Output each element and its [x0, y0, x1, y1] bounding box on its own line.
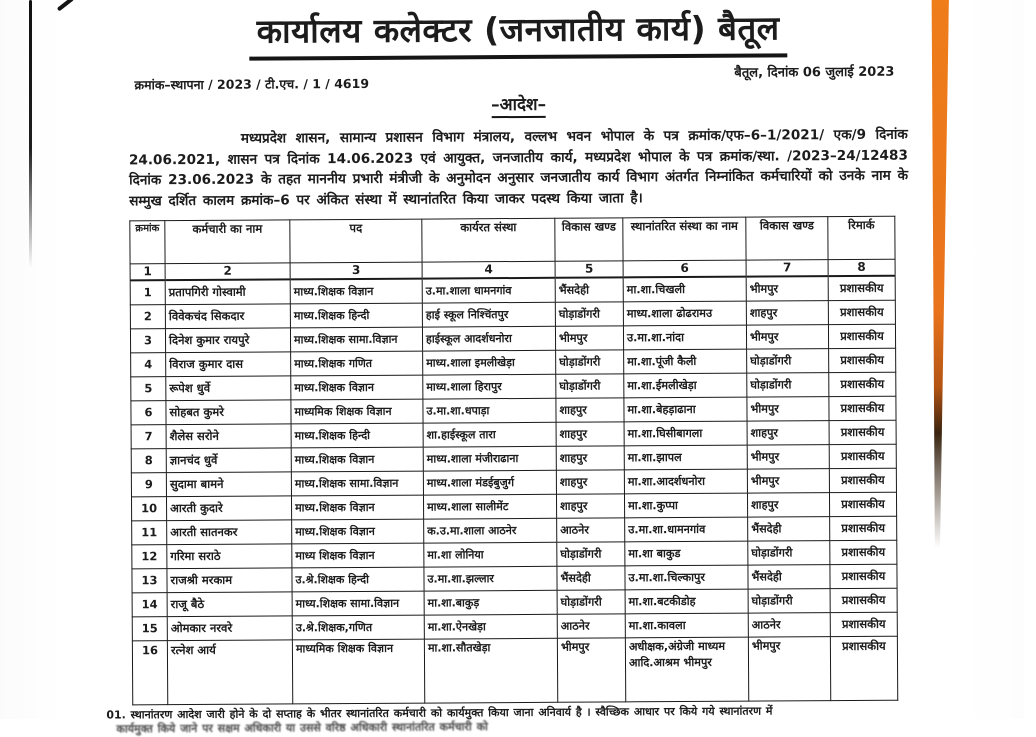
table-cell: मा.शा.पूंजी कैली [624, 349, 747, 374]
table-cell: शैलेस सरोने [166, 424, 291, 449]
scan-artifact-diagonal-mark [57, 0, 74, 11]
table-cell: आठनेर [557, 613, 625, 637]
table-cell: 11 [132, 520, 167, 544]
order-paragraph: मध्यप्रदेश शासन, सामान्य प्रशासन विभाग मंत्रालय, वल्लभ भवन भोपाल के पत्र क्रमांक/एफ–6–1/2021/ एक/9 दिनांक 24.06.2021, शासन पत्र दिनांक 14.06.2023 एवं आयुक्त, जनजातीय कार्य, मध्यप्रदेश भोपाल के पत्र क्रमांक/स्था. /2023–24/12483 दिनांक 23.06.2023 के तहत माननीय प्रभारी मंत्रीजी के अनुमोदन अनुसार जनजातीय कार्य विभाग अंतर्गत निम्नांकित कर्मचारियों को उनके नाम के सम्मुख दर्शित कालम क्रमांक–6 पर अंकित संस्था में स्थानांतरित किया जाकर पदस्थ किया जाता है। [128, 126, 909, 210]
table-cell: शाहपुर [556, 469, 624, 493]
table-cell: उ.मा.शा.नांदा [623, 325, 746, 350]
column-number: 2 [165, 263, 290, 280]
table-cell: 15 [132, 616, 167, 640]
table-cell: मा.शा.कावला [625, 613, 748, 638]
transfer-table [129, 215, 898, 705]
table-cell: प्रतापगिरी गोस्वामी [165, 279, 290, 304]
table-cell: घोड़ाडोंगरी [748, 588, 830, 613]
table-cell: माध्य.शिक्षक हिन्दी [291, 423, 423, 448]
table-cell: आठनेर [557, 517, 625, 541]
column-header-post: पद [290, 219, 422, 263]
table-cell: माध्य.शाला मंडईबुजुर्ग [423, 470, 556, 495]
column-number: 8 [828, 259, 895, 276]
table-cell: रत्नेश आर्य [167, 640, 292, 705]
table-cell: मा.शा.बटकीडोह [625, 589, 748, 614]
table-cell: उ.मा.शा.चिल्कापुर [625, 565, 748, 590]
table-cell: माध्य शिक्षक विज्ञान [292, 543, 424, 568]
table-cell: माध्यमिक शिक्षक विज्ञान [292, 639, 424, 704]
place-and-date: बैतूल, दिनांक 06 जुलाई 2023 [734, 64, 895, 81]
table-cell: प्रशासकीय [829, 492, 896, 516]
reference-number: क्रमांक–स्थापना / 2023 / टी.एच. / 1 / 4619 [134, 75, 370, 93]
table-cell: 14 [132, 592, 167, 616]
table-cell: मा.शा.चिखली [623, 276, 746, 301]
table-cell: मा.शा बाकुड [625, 541, 748, 566]
table-cell: माध्य.शिक्षक विज्ञान [291, 495, 423, 520]
table-cell: मा.शा.बेहड़ाढाना [624, 397, 747, 422]
table-cell: प्रशासकीय [829, 420, 896, 444]
table-cell: घोड़ाडोंगरी [557, 541, 625, 565]
table-cell: प्रशासकीय [830, 636, 897, 700]
table-cell: 1 [130, 280, 165, 305]
table-cell: माध्य.शिक्षक विज्ञान [292, 519, 424, 544]
table-cell: उ.मा.शा.धपाड़ा [423, 398, 556, 423]
column-number: 6 [623, 260, 746, 277]
table-cell: राजश्री मरकाम [167, 568, 292, 593]
table-cell: भीमपुर [555, 325, 623, 349]
table-cell: प्रशासकीय [830, 588, 897, 612]
table-cell: ओमकार नरवरे [167, 616, 292, 641]
table-cell: शाहपुर [556, 421, 624, 445]
table-cell: प्रशासकीय [829, 348, 896, 372]
table-cell: शाहपुर [747, 420, 829, 445]
table-cell: उ.मा.शाला धामनगांव [422, 277, 555, 302]
table-cell: भीमपुर [748, 636, 830, 700]
table-cell: 4 [131, 352, 166, 376]
table-cell: शाहपुर [556, 445, 624, 469]
table-cell: दिनेश कुमार रायपुरे [165, 328, 290, 353]
table-cell: भीमपुर [747, 468, 829, 493]
table-cell: 6 [131, 400, 166, 424]
column-header-remark: रिमार्क [828, 216, 895, 259]
table-cell: शाहपुर [746, 300, 828, 325]
table-cell: मा.शा.कुप्पा [624, 493, 747, 518]
table-cell: मा.शा.बाकुड़ [424, 590, 557, 615]
table-cell: क.उ.मा.शाला आठनेर [424, 518, 557, 543]
table-cell: घोड़ाडोंगरी [748, 540, 830, 565]
table-cell: उ.मा.शा.धामनगांव [625, 517, 748, 542]
table-cell: गरिमा सराठे [167, 544, 292, 569]
document-header [128, 4, 908, 62]
table-cell: 13 [132, 568, 167, 592]
table-cell: भैंसदेही [748, 516, 830, 541]
table-cell: मा.शा.झापल [624, 445, 747, 470]
table-cell: 9 [131, 472, 166, 496]
table-cell: भीमपुर [557, 637, 625, 701]
table-cell: प्रशासकीय [830, 564, 897, 588]
table-cell: माध्य.शाला मंजीराढाना [423, 446, 556, 471]
table-cell: प्रशासकीय [830, 612, 897, 636]
table-cell: 16 [132, 640, 167, 704]
order-heading-wrap [129, 90, 909, 121]
table-cell: भीमपुर [747, 396, 829, 421]
table-cell: माध्य.शिक्षक गणित [291, 351, 423, 376]
table-cell: प्रशासकीय [828, 275, 895, 300]
table-cell: हाईस्कूल आदर्शधनोरा [422, 326, 555, 351]
table-cell: मा.शा.आदर्शधनोरा [624, 469, 747, 494]
column-number: 7 [746, 259, 828, 276]
table-cell: माध्य.शिक्षक हिन्दी [290, 303, 422, 328]
table-header-row [130, 216, 895, 264]
table-row [132, 636, 897, 705]
table-cell: माध्य.शाला सालीमेंट [423, 494, 556, 519]
column-number: 4 [422, 261, 555, 278]
table-cell: सुदामा बामने [166, 472, 291, 497]
table-cell: राजू बैठे [167, 592, 292, 617]
table-cell: मा.शा.ईमलीखेड़ा [624, 373, 747, 398]
column-header-current-institution: कार्यरत संस्था [422, 218, 555, 262]
table-cell: उ.मा.शा.झल्लार [424, 566, 557, 591]
table-cell: भीमपुर [746, 276, 828, 301]
table-cell: 12 [132, 544, 167, 568]
table-cell: आरती सातनकर [167, 520, 292, 545]
column-header-employee-name: कर्मचारी का नाम [165, 220, 290, 264]
table-cell: घोड़ाडोंगरी [556, 373, 624, 397]
document-body [106, 4, 912, 737]
table-cell: मा.शा.घिसीबागला [624, 421, 747, 446]
table-cell: 7 [131, 424, 166, 448]
table-cell: भीमपुर [746, 324, 828, 349]
table-cell: विवेकचंद सिकदार [165, 304, 290, 329]
order-heading: –आदेश– [491, 92, 546, 118]
table-cell: प्रशासकीय [829, 468, 896, 492]
table-cell: भैंसदेही [748, 564, 830, 589]
table-cell: रूपेश धुर्वे [166, 376, 291, 401]
table-cell: मा.शा.ऐनखेड़ा [424, 614, 557, 639]
table-cell: प्रशासकीय [829, 372, 896, 396]
scan-artifact-orange-stripe [924, 0, 950, 571]
table-cell: माध्य.शाला इमलीखेड़ा [423, 350, 556, 375]
column-header-serial: क्रमांक [130, 220, 165, 263]
table-cell: 8 [131, 448, 166, 472]
table-cell: शाहपुर [556, 493, 624, 517]
table-cell: शा.हाईस्कूल तारा [423, 422, 556, 447]
table-cell: भीमपुर [747, 444, 829, 469]
table-cell: 3 [130, 328, 165, 352]
footnote-block [106, 702, 1036, 736]
table-cell: माध्य.शाला हिरापुर [423, 374, 556, 399]
table-cell: माध्य.शिक्षक सामा.विज्ञान [290, 327, 422, 352]
table-cell: प्रशासकीय [828, 324, 895, 348]
table-cell: शाहपुर [747, 492, 829, 517]
table-cell: घोड़ाडोंगरी [747, 348, 829, 373]
table-cell: आठनेर [748, 612, 830, 637]
table-cell: 2 [130, 304, 165, 328]
table-cell: घोड़ाडोंगरी [747, 372, 829, 397]
table-cell: भैंसदेही [555, 277, 623, 302]
table-cell: माध्य.शाला ढोढरामउ [623, 301, 746, 326]
column-header-dev-block: विकास खण्ड [555, 217, 623, 260]
table-cell: माध्य.शिक्षक विज्ञान [290, 278, 422, 303]
table-cell: माध्य.शिक्षक सामा.विज्ञान [292, 591, 424, 616]
table-cell: माध्य.शिक्षक सामा.विज्ञान [291, 471, 423, 496]
table-cell: मा.शा.सौतखेड़ा [424, 638, 557, 703]
column-header-dev-block-2: विकास खण्ड [746, 216, 828, 260]
table-cell: शाहपुर [556, 397, 624, 421]
table-cell: प्रशासकीय [830, 540, 897, 564]
table-cell: अधीक्षक,अंग्रेजी माध्यम आदि.आश्रम भीमपुर [625, 637, 748, 702]
table-cell: भैंसदेही [557, 565, 625, 589]
column-number: 5 [555, 260, 623, 277]
transfer-table-head [130, 216, 895, 280]
table-cell: घोड़ाडोंगरी [555, 301, 623, 325]
table-cell: उ.श्रे.शिक्षक,गणित [292, 615, 424, 640]
table-cell: घोड़ाडोंगरी [557, 589, 625, 613]
table-cell: प्रशासकीय [828, 300, 895, 324]
footnote-line-1: 01. स्थानांतरण आदेश जारी होने के दो सप्ताह के भीतर स्थानांतरित कर्मचारी को कार्यमुक्त किया जाना अनिवार्य है । स्वैच्छिक आधार पर किये गये स्थानांतरण में [106, 704, 773, 722]
table-cell: हाई स्कूल निश्चिंतपुर [422, 302, 555, 327]
page-title: कार्यालय कलेक्टर (जनजातीय कार्य) बैतूल [249, 4, 788, 60]
table-cell: प्रशासकीय [830, 516, 897, 540]
table-cell: विराज कुमार दास [166, 352, 291, 377]
scan-artifact-left-line [29, 0, 32, 268]
table-cell: माध्य.शिक्षक विज्ञान [291, 447, 423, 472]
table-cell: आरती कुदारे [166, 496, 291, 521]
transfer-table-body [130, 275, 898, 704]
table-cell: सोहबत कुमरे [166, 400, 291, 425]
table-cell: प्रशासकीय [829, 396, 896, 420]
table-cell: मा.शा लोनिया [424, 542, 557, 567]
table-cell: 5 [131, 376, 166, 400]
column-number: 3 [290, 262, 422, 279]
table-cell: घोड़ाडोंगरी [556, 349, 624, 373]
table-cell: 10 [131, 496, 166, 520]
table-cell: ज्ञानचंद धुर्वे [166, 448, 291, 473]
table-cell: माध्यमिक शिक्षक विज्ञान [291, 399, 423, 424]
table-cell: उ.श्रे.शिक्षक हिन्दी [292, 567, 424, 592]
column-header-transferred-institution: स्थानांतरित संस्था का नाम [623, 217, 746, 261]
column-number: 1 [130, 263, 165, 280]
table-cell: प्रशासकीय [829, 444, 896, 468]
footnote-line-2-partial: कार्यमुक्त किये जाने पर सक्षम अधिकारी या उससे वरिष्ठ अधिकारी स्थानांतरित कर्मचारी को [116, 720, 488, 736]
table-cell: माध्य.शिक्षक विज्ञान [291, 375, 423, 400]
